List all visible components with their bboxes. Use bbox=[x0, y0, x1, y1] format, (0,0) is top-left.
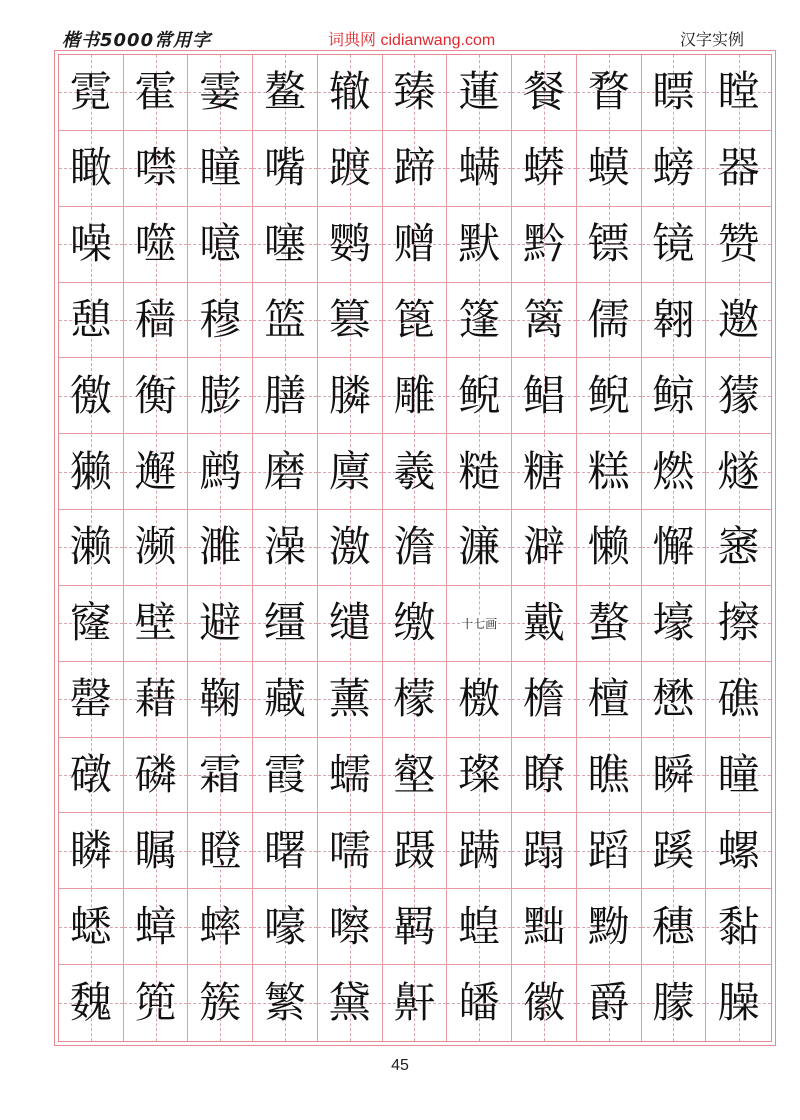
character: 默 bbox=[458, 219, 501, 269]
character: 羁 bbox=[393, 901, 436, 951]
grid-cell bbox=[124, 738, 189, 814]
character: 戴 bbox=[522, 598, 565, 648]
grid-cell bbox=[447, 131, 512, 207]
character: 霜 bbox=[199, 750, 242, 800]
character: 羲 bbox=[393, 446, 436, 496]
grid-cell bbox=[318, 358, 383, 434]
character: 瞳 bbox=[199, 143, 242, 193]
grid-cell bbox=[124, 889, 189, 965]
grid-cell bbox=[383, 510, 448, 586]
grid-cell bbox=[642, 586, 707, 662]
character: 礁 bbox=[717, 674, 760, 724]
grid-cell bbox=[642, 131, 707, 207]
character: 篼 bbox=[134, 978, 177, 1028]
grid-cell bbox=[706, 283, 771, 359]
character: 檄 bbox=[458, 674, 501, 724]
grid-cell bbox=[59, 813, 124, 889]
character: 濂 bbox=[458, 522, 501, 572]
character: 黔 bbox=[522, 219, 565, 269]
grid-cell bbox=[253, 207, 318, 283]
grid-cell bbox=[253, 283, 318, 359]
character: 噬 bbox=[134, 219, 177, 269]
character: 瞰 bbox=[69, 143, 112, 193]
grid-cell bbox=[706, 662, 771, 738]
grid-cell bbox=[188, 889, 253, 965]
character: 缱 bbox=[328, 598, 371, 648]
grid-cell bbox=[253, 813, 318, 889]
grid-cell bbox=[706, 813, 771, 889]
character: 瞠 bbox=[717, 67, 760, 117]
character: 蓮 bbox=[458, 67, 501, 117]
grid-cell bbox=[447, 889, 512, 965]
character: 濉 bbox=[199, 522, 242, 572]
character: 擦 bbox=[717, 598, 760, 648]
grid-cell bbox=[59, 586, 124, 662]
grid-cell bbox=[447, 586, 512, 662]
grid-cell bbox=[59, 965, 124, 1041]
character: 蹑 bbox=[393, 825, 436, 875]
character: 檀 bbox=[587, 674, 630, 724]
character: 衡 bbox=[134, 370, 177, 420]
character: 獭 bbox=[69, 446, 112, 496]
grid-cell bbox=[706, 889, 771, 965]
section-title: 汉字实例 bbox=[679, 30, 744, 49]
grid-cell bbox=[447, 965, 512, 1041]
character: 嚎 bbox=[264, 901, 307, 951]
character: 黝 bbox=[587, 901, 630, 951]
character: 臊 bbox=[717, 978, 760, 1028]
grid-cell bbox=[59, 889, 124, 965]
character: 鼾 bbox=[393, 978, 436, 1028]
grid-cell bbox=[706, 586, 771, 662]
grid-cell bbox=[124, 358, 189, 434]
character: 蠕 bbox=[328, 750, 371, 800]
character: 澼 bbox=[522, 522, 565, 572]
grid-cell bbox=[318, 738, 383, 814]
grid-cell bbox=[124, 813, 189, 889]
grid-cell bbox=[447, 55, 512, 131]
character: 瞩 bbox=[134, 825, 177, 875]
grid-cell bbox=[124, 662, 189, 738]
grid-cell bbox=[706, 55, 771, 131]
grid-cell bbox=[447, 813, 512, 889]
grid-cell bbox=[577, 889, 642, 965]
character: 嚓 bbox=[328, 901, 371, 951]
grid-cell bbox=[447, 358, 512, 434]
grid-cell bbox=[577, 662, 642, 738]
grid-cell bbox=[59, 662, 124, 738]
grid-cell bbox=[383, 965, 448, 1041]
character: 簇 bbox=[199, 978, 242, 1028]
grid-cell bbox=[447, 510, 512, 586]
grid-cell bbox=[512, 510, 577, 586]
grid-cell bbox=[383, 358, 448, 434]
character: 霓 bbox=[69, 67, 112, 117]
character: 藉 bbox=[134, 674, 177, 724]
stroke-count-label: 十七画 bbox=[461, 616, 498, 631]
character: 檐 bbox=[522, 674, 565, 724]
character: 螃 bbox=[652, 143, 695, 193]
character: 磨 bbox=[264, 446, 307, 496]
character: 憩 bbox=[69, 294, 112, 344]
grid-cell bbox=[188, 131, 253, 207]
character: 濑 bbox=[69, 522, 112, 572]
grid-cell bbox=[447, 434, 512, 510]
character: 爵 bbox=[587, 978, 630, 1028]
grid-cell bbox=[59, 510, 124, 586]
grid-cell bbox=[512, 738, 577, 814]
character: 蝗 bbox=[458, 901, 501, 951]
character: 蹈 bbox=[587, 825, 630, 875]
page-header bbox=[58, 22, 748, 54]
character: 鹧 bbox=[199, 446, 242, 496]
character: 瞵 bbox=[69, 825, 112, 875]
character: 窿 bbox=[69, 598, 112, 648]
grid-cell bbox=[512, 283, 577, 359]
character: 瞧 bbox=[587, 750, 630, 800]
character: 濒 bbox=[134, 522, 177, 572]
grid-cell bbox=[318, 889, 383, 965]
character: 鲵 bbox=[458, 370, 501, 420]
character: 篡 bbox=[328, 294, 371, 344]
character: 穗 bbox=[652, 901, 695, 951]
character: 器 bbox=[717, 143, 760, 193]
grid-cell bbox=[512, 813, 577, 889]
grid-cell bbox=[253, 889, 318, 965]
character: 懒 bbox=[587, 522, 630, 572]
grid-cell bbox=[642, 434, 707, 510]
character: 糙 bbox=[458, 446, 501, 496]
character: 懋 bbox=[652, 674, 695, 724]
character: 魏 bbox=[69, 978, 112, 1028]
character: 黛 bbox=[328, 978, 371, 1028]
grid-cell bbox=[706, 131, 771, 207]
character: 螨 bbox=[458, 143, 501, 193]
character: 鲸 bbox=[652, 370, 695, 420]
grid-cell bbox=[188, 510, 253, 586]
grid-cell bbox=[59, 207, 124, 283]
grid-cell bbox=[512, 586, 577, 662]
grid-cell bbox=[253, 434, 318, 510]
character: 壑 bbox=[393, 750, 436, 800]
grid-cell bbox=[124, 131, 189, 207]
grid-cell bbox=[577, 358, 642, 434]
character: 璨 bbox=[458, 750, 501, 800]
grid-cell bbox=[642, 662, 707, 738]
character: 黏 bbox=[717, 901, 760, 951]
grid-cell bbox=[706, 358, 771, 434]
character: 窸 bbox=[717, 522, 760, 572]
character: 糕 bbox=[587, 446, 630, 496]
character: 赞 bbox=[717, 219, 760, 269]
character: 膦 bbox=[328, 370, 371, 420]
grid-cell bbox=[512, 55, 577, 131]
grid-cell bbox=[59, 55, 124, 131]
character: 瞬 bbox=[652, 750, 695, 800]
grid-cell bbox=[253, 55, 318, 131]
grid-cell bbox=[706, 434, 771, 510]
character: 瞪 bbox=[199, 825, 242, 875]
grid-cell bbox=[577, 131, 642, 207]
character: 藏 bbox=[264, 674, 307, 724]
character: 蟆 bbox=[587, 143, 630, 193]
grid-cell bbox=[383, 55, 448, 131]
character: 朦 bbox=[652, 978, 695, 1028]
grid-cell bbox=[188, 738, 253, 814]
grid-cell bbox=[706, 207, 771, 283]
character: 穑 bbox=[134, 294, 177, 344]
character: 辙 bbox=[328, 67, 371, 117]
grid-cell bbox=[188, 358, 253, 434]
character: 壕 bbox=[652, 598, 695, 648]
grid-cell bbox=[383, 813, 448, 889]
character: 篮 bbox=[264, 294, 307, 344]
character: 徼 bbox=[69, 370, 112, 420]
grid-cell bbox=[577, 965, 642, 1041]
character-practice-frame bbox=[58, 54, 772, 1042]
character: 缴 bbox=[393, 598, 436, 648]
grid-cell bbox=[253, 965, 318, 1041]
grid-cell bbox=[577, 207, 642, 283]
grid-cell bbox=[318, 662, 383, 738]
character: 薰 bbox=[328, 674, 371, 724]
grid-cell bbox=[577, 283, 642, 359]
grid-cell bbox=[383, 283, 448, 359]
grid-cell bbox=[706, 510, 771, 586]
grid-cell bbox=[124, 965, 189, 1041]
character: 翱 bbox=[652, 294, 695, 344]
character: 邀 bbox=[717, 294, 760, 344]
character: 蟀 bbox=[199, 901, 242, 951]
character: 篷 bbox=[458, 294, 501, 344]
grid-cell bbox=[59, 283, 124, 359]
character: 繁 bbox=[264, 978, 307, 1028]
grid-cell bbox=[383, 889, 448, 965]
grid-cell bbox=[577, 813, 642, 889]
character: 雕 bbox=[393, 370, 436, 420]
character: 鳌 bbox=[264, 67, 307, 117]
grid-cell bbox=[512, 131, 577, 207]
character: 噻 bbox=[264, 219, 307, 269]
grid-cell bbox=[318, 207, 383, 283]
grid-cell bbox=[512, 358, 577, 434]
grid-cell bbox=[642, 510, 707, 586]
grid-cell bbox=[318, 965, 383, 1041]
grid-cell bbox=[512, 207, 577, 283]
book-title: 楷书5000常用字 bbox=[62, 30, 212, 51]
character: 蹊 bbox=[652, 825, 695, 875]
grid-cell bbox=[383, 738, 448, 814]
character: 霍 bbox=[134, 67, 177, 117]
character: 懈 bbox=[652, 522, 695, 572]
grid-cell bbox=[512, 889, 577, 965]
character: 踱 bbox=[328, 143, 371, 193]
character: 鞠 bbox=[199, 674, 242, 724]
grid-cell bbox=[188, 207, 253, 283]
character: 膨 bbox=[199, 370, 242, 420]
grid-cell bbox=[253, 358, 318, 434]
character: 蹒 bbox=[458, 825, 501, 875]
character: 壁 bbox=[134, 598, 177, 648]
character: 篦 bbox=[393, 294, 436, 344]
character: 瞀 bbox=[587, 67, 630, 117]
character: 噤 bbox=[134, 143, 177, 193]
character: 黜 bbox=[522, 901, 565, 951]
grid-cell bbox=[318, 510, 383, 586]
grid-cell bbox=[188, 55, 253, 131]
grid-cell bbox=[253, 131, 318, 207]
character: 澡 bbox=[264, 522, 307, 572]
character: 儒 bbox=[587, 294, 630, 344]
character: 燃 bbox=[652, 446, 695, 496]
character: 燧 bbox=[717, 446, 760, 496]
character: 磷 bbox=[134, 750, 177, 800]
character: 螯 bbox=[587, 598, 630, 648]
character: 獴 bbox=[717, 370, 760, 420]
character: 澹 bbox=[393, 522, 436, 572]
character: 霎 bbox=[199, 67, 242, 117]
character: 镜 bbox=[652, 219, 695, 269]
grid-cell bbox=[642, 889, 707, 965]
grid-cell bbox=[512, 662, 577, 738]
grid-cell bbox=[124, 586, 189, 662]
grid-cell bbox=[253, 662, 318, 738]
grid-cell bbox=[188, 813, 253, 889]
grid-cell bbox=[318, 131, 383, 207]
character: 瞭 bbox=[522, 750, 565, 800]
grid-cell bbox=[59, 434, 124, 510]
grid-cell bbox=[253, 738, 318, 814]
grid-cell bbox=[188, 434, 253, 510]
grid-cell bbox=[318, 55, 383, 131]
grid-cell bbox=[642, 965, 707, 1041]
grid-cell bbox=[124, 510, 189, 586]
character: 曙 bbox=[264, 825, 307, 875]
character: 赠 bbox=[393, 219, 436, 269]
grid-cell bbox=[642, 207, 707, 283]
character: 礅 bbox=[69, 750, 112, 800]
grid-cell bbox=[706, 738, 771, 814]
grid-cell bbox=[642, 283, 707, 359]
grid-cell bbox=[59, 131, 124, 207]
character: 激 bbox=[328, 522, 371, 572]
grid-cell bbox=[124, 434, 189, 510]
grid-cell bbox=[124, 207, 189, 283]
grid-cell bbox=[642, 813, 707, 889]
grid-cell bbox=[383, 207, 448, 283]
character-grid bbox=[59, 55, 771, 1041]
character: 蟒 bbox=[522, 143, 565, 193]
character: 蟑 bbox=[134, 901, 177, 951]
grid-cell bbox=[447, 738, 512, 814]
grid-cell bbox=[188, 965, 253, 1041]
character: 蹋 bbox=[522, 825, 565, 875]
character: 罄 bbox=[69, 674, 112, 724]
character: 檬 bbox=[393, 674, 436, 724]
character: 瞳 bbox=[717, 750, 760, 800]
grid-cell bbox=[318, 586, 383, 662]
grid-cell bbox=[512, 434, 577, 510]
character: 噫 bbox=[199, 219, 242, 269]
grid-cell bbox=[577, 738, 642, 814]
grid-cell bbox=[577, 510, 642, 586]
grid-cell bbox=[188, 662, 253, 738]
character: 嚅 bbox=[328, 825, 371, 875]
grid-cell bbox=[188, 283, 253, 359]
grid-cell bbox=[124, 283, 189, 359]
character: 臻 bbox=[393, 67, 436, 117]
character: 蹄 bbox=[393, 143, 436, 193]
character: 嘴 bbox=[264, 143, 307, 193]
grid-cell bbox=[577, 586, 642, 662]
grid-cell bbox=[577, 434, 642, 510]
character: 鲵 bbox=[587, 370, 630, 420]
character: 霞 bbox=[264, 750, 307, 800]
grid-cell bbox=[383, 434, 448, 510]
grid-cell bbox=[512, 965, 577, 1041]
character: 鲳 bbox=[522, 370, 565, 420]
grid-cell bbox=[642, 738, 707, 814]
grid-cell bbox=[447, 662, 512, 738]
grid-cell bbox=[59, 738, 124, 814]
grid-cell bbox=[318, 813, 383, 889]
grid-cell bbox=[318, 434, 383, 510]
website-watermark: 词典网 cidianwang.com bbox=[328, 32, 496, 49]
grid-cell bbox=[447, 283, 512, 359]
character: 螺 bbox=[717, 825, 760, 875]
character: 篱 bbox=[522, 294, 565, 344]
character: 蟋 bbox=[69, 901, 112, 951]
grid-cell bbox=[383, 662, 448, 738]
grid-cell bbox=[383, 131, 448, 207]
grid-cell bbox=[577, 55, 642, 131]
character: 餐 bbox=[522, 67, 565, 117]
character: 缰 bbox=[264, 598, 307, 648]
character: 糖 bbox=[522, 446, 565, 496]
character: 噪 bbox=[69, 219, 112, 269]
character: 皤 bbox=[458, 978, 501, 1028]
grid-cell bbox=[642, 358, 707, 434]
page-number: 45 bbox=[391, 1057, 409, 1074]
grid-cell bbox=[253, 586, 318, 662]
grid-cell bbox=[706, 965, 771, 1041]
grid-cell bbox=[188, 586, 253, 662]
character: 瞟 bbox=[652, 67, 695, 117]
grid-cell bbox=[253, 510, 318, 586]
character: 膳 bbox=[264, 370, 307, 420]
character: 徽 bbox=[522, 978, 565, 1028]
character: 避 bbox=[199, 598, 242, 648]
character: 廪 bbox=[328, 446, 371, 496]
character: 鹦 bbox=[328, 219, 371, 269]
grid-cell bbox=[318, 283, 383, 359]
character: 镖 bbox=[587, 219, 630, 269]
grid-cell bbox=[383, 586, 448, 662]
grid-cell bbox=[447, 207, 512, 283]
character: 邂 bbox=[134, 446, 177, 496]
character: 穆 bbox=[199, 294, 242, 344]
grid-cell bbox=[59, 358, 124, 434]
grid-cell bbox=[124, 55, 189, 131]
grid-cell bbox=[642, 55, 707, 131]
